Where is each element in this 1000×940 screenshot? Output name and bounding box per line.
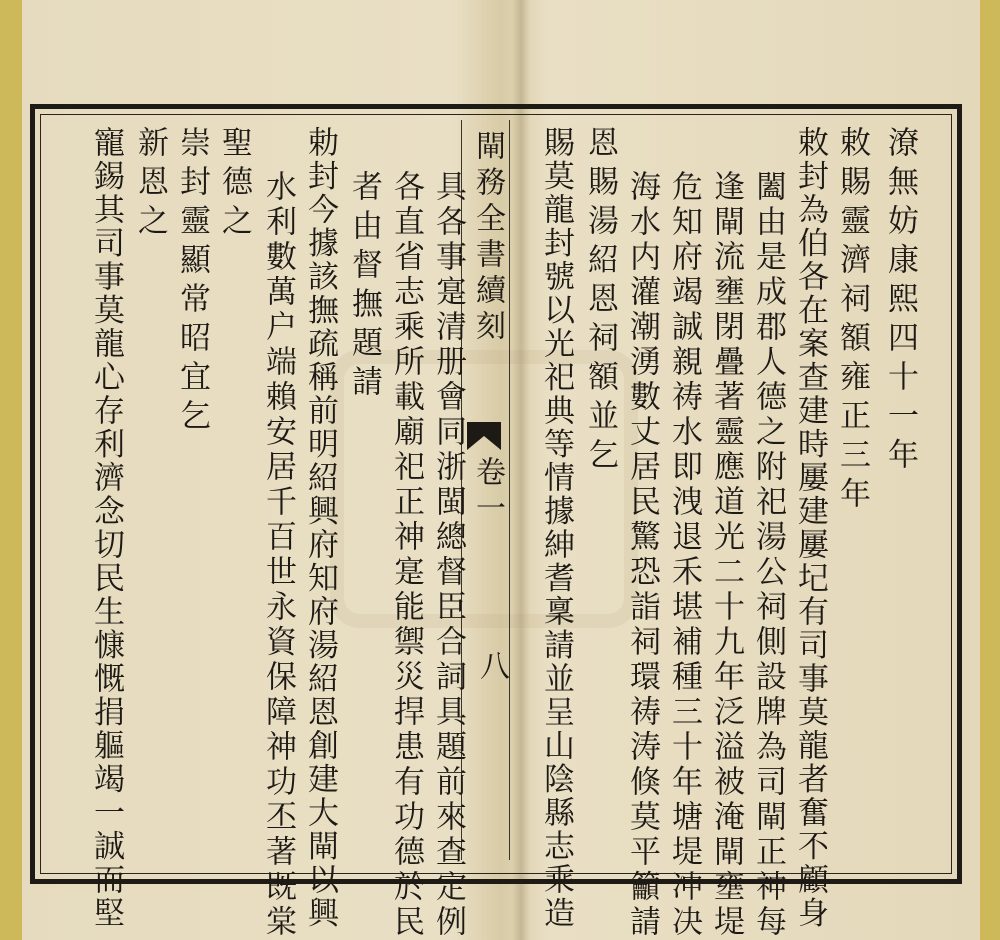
volume-label: 卷一 — [470, 456, 505, 528]
text-column-18: 寵錫其司事莫龍心存利濟念切民生慷慨捐軀竭一誠而堅 — [88, 126, 124, 930]
text-column-12: 者由督撫題請 — [346, 170, 382, 404]
page-number: 八 — [474, 650, 509, 680]
text-column-10: 具各事寔清册會同浙閩總督臣合詞具題前來查定例 — [430, 170, 466, 940]
text-column-9: 賜莫龍封號以光祀典等情據紳耆稟請並呈山陰縣志乘造 — [538, 126, 574, 930]
text-column-8: 恩賜湯紹恩祠額並乞 — [582, 126, 618, 477]
text-column-11: 各直省志乘所載廟祀正神寔能禦災捍患有功德於民 — [388, 170, 424, 940]
fishtail-mark-icon — [467, 422, 501, 450]
center-divider-right — [509, 120, 510, 860]
text-column-6: 危知府竭誠親祷水即洩退禾堪補種三十年塘堤冲决 — [666, 170, 702, 940]
text-column-14: 水利數萬户端賴安居千百世永資保障神功丕著既棠 — [260, 170, 296, 940]
text-column-4: 闔由是成郡人德之附祀湯公祠側設牌為司閘正神每 — [750, 170, 786, 940]
text-column-17: 新恩之 — [132, 126, 168, 243]
text-column-2: 敕賜靈濟祠額雍正三年 — [834, 126, 870, 516]
text-column-13: 勅封今據該撫疏稱前明紹興府知府湯紹恩創建大閘以興 — [302, 126, 338, 930]
text-column-15: 聖德之 — [216, 126, 252, 243]
center-margin — [461, 120, 509, 860]
text-column-3: 敕封為伯各在案查建時屢建屢圮有司事莫龍者奮不顧身 — [792, 126, 828, 930]
text-column-5: 逢閘流壅閉疊著靈應道光二十九年泛溢被淹閘壅堤 — [708, 170, 744, 940]
text-column-16: 崇封靈顯常昭宜乞 — [174, 126, 210, 438]
text-column-7: 海水内灌潮湧數丈居民驚恐詣祠環祷涛倏莫平籲請 — [624, 170, 660, 940]
book-title: 閘務全書續刻 — [470, 130, 505, 346]
text-column-1: 潦無妨康熙四十一年 — [882, 126, 918, 477]
